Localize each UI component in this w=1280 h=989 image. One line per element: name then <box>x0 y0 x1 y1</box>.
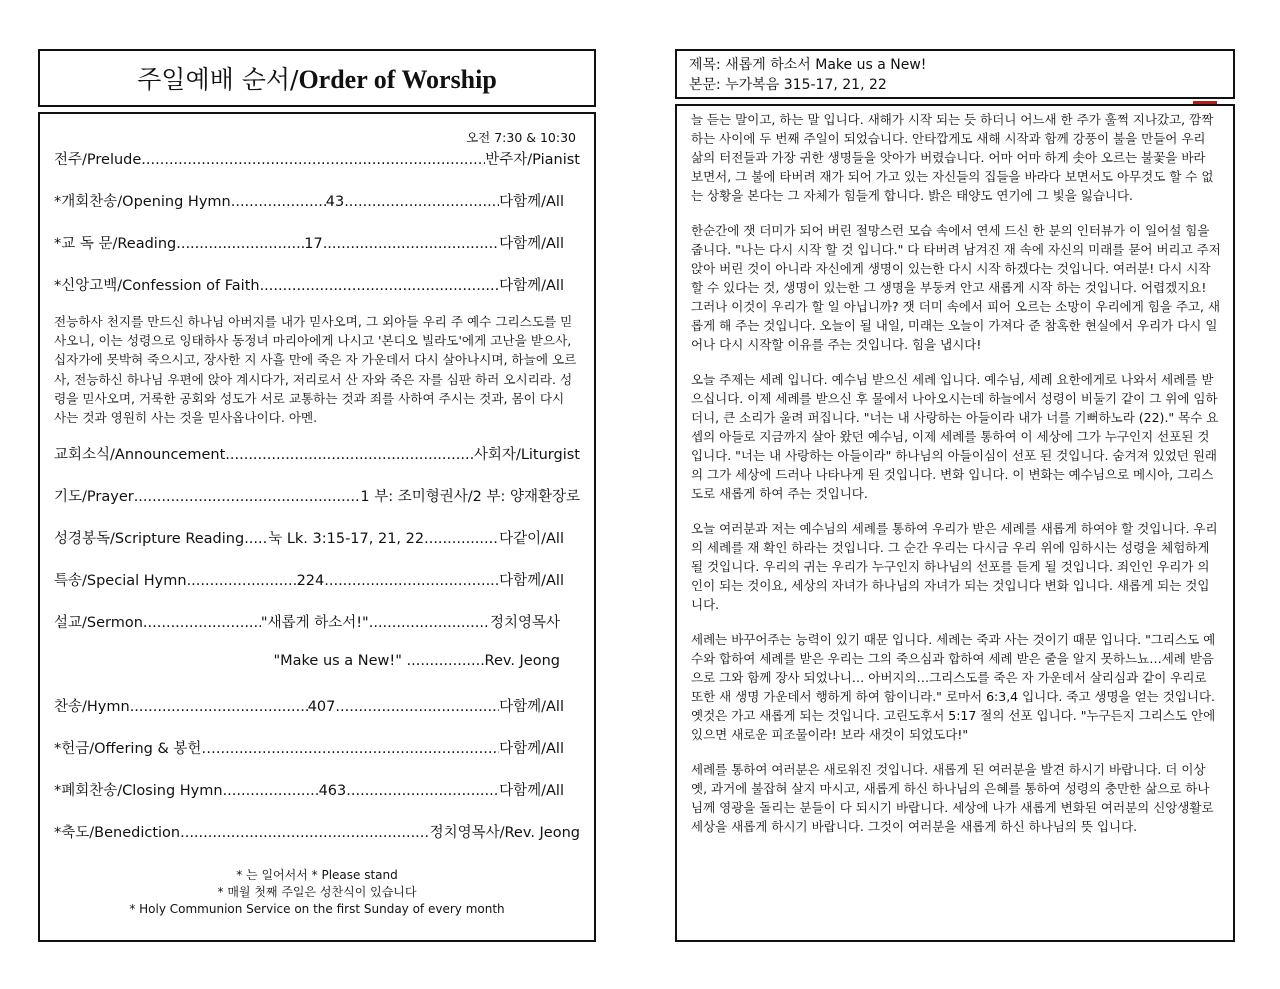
order-item-detail: "새롭게 하소서!" <box>260 615 369 632</box>
order-item-detail: 463 <box>318 783 347 800</box>
title-korean: 주일예배 순서/ <box>137 65 299 94</box>
order-item-benediction <box>54 821 580 842</box>
sermon-passage: 본문: 누가복음 315-17, 21, 22 <box>689 77 887 93</box>
sermon-text <box>691 110 1221 836</box>
leader-dots <box>346 783 499 799</box>
sermon-paragraph: 한순간에 잿 더미가 되어 버린 절망스런 모습 속에서 연세 드신 한 분의 인터뷰가 이 일어설 힘을 줍니다. "나는 다시 시작 할 것 입니다." 다 타버려 남겨진 재 속에 자신의 미래를 묻어 버리고 주저 앉아 버린 것이 아니라 자신에게 생명이 있는한 다시 시작 하겠다는 것입니다. 여러분! 다시 시작 할 수 있다는 것, 생명이 있는한 그 생명을 부둥켜 안고 새롭게 시작 하는 것입니다. 어렵겠지요! 그러나 이것이 우리가 할 일 아닙니까? 잿 더미 속에서 피어 오르는 소망이 우리에게 힘을 주고, 새롭게 해 주는 것입니다. 오늘이 될 내일, 미래는 오늘이 가져다 준 참혹한 현실에서 우리가 다시 일어나 다시 시작할 이유를 주는 것입니다. 힘을 냅시다! <box>691 223 1221 352</box>
leader-dots <box>143 615 261 631</box>
order-item-prelude <box>54 148 580 166</box>
leader-dots <box>180 825 429 841</box>
order-item-label: *축도/Benediction <box>54 825 181 842</box>
leader-dots <box>335 699 499 715</box>
footnote-communion-ko: * 매월 첫째 주일은 성찬식이 있습니다 <box>217 885 417 900</box>
order-item-label: *개회찬송/Opening Hymn <box>54 194 231 210</box>
order-item-label: *헌금/Offering & 봉헌… <box>54 741 216 758</box>
order-item-opening-hymn <box>54 190 580 208</box>
leader-dots <box>176 236 304 252</box>
order-item-closing-hymn <box>54 779 580 800</box>
order-item-announcement <box>54 443 580 464</box>
leader-dots <box>407 653 485 669</box>
leader-dots <box>244 531 268 547</box>
leader-dots <box>424 531 499 547</box>
sermon-title-english-row <box>54 653 580 671</box>
sermon-paragraph: 세례는 바꾸어주는 능력이 있기 때문 입니다. 세례는 죽과 사는 것이기 때문 입니다. "그리스도 예수와 합하여 세례를 받은 우리는 그의 죽으심과 합하여 세례 받은 줄을 알지 못하느뇨…세례 받음으로 그와 함께 장사 되었나니… 아버지의…그리스도를 죽은 자 가운데서 살리심과 같이 우리로 또한 새 생명 가운데서 행하게 하여 함이니라." 로마서 6:3,4 입니다. 죽고 생명을 얻는 것입니다. 옛것은 가고 새롭게 되는 것입니다. 고린도후서 5:17 절의 선포 입니다. "누구든지 그리스도 안에 있으면 새로운 피조물이라! 보라 새것이 되었도다!" <box>691 632 1216 742</box>
order-item-label: *폐회찬송/Closing Hymn <box>54 783 223 800</box>
order-item-label: 성경봉독/Scripture Reading <box>54 531 245 548</box>
order-of-worship-title <box>137 60 497 96</box>
order-item-label: 찬송/Hymn <box>54 699 130 716</box>
leader-dots <box>323 236 499 252</box>
order-item-label: 전주/Prelude <box>54 152 142 168</box>
sermon-body <box>675 104 1235 942</box>
leader-dots <box>260 278 500 294</box>
footnote-stand: * 는 일어서서 * Please stand <box>236 868 398 883</box>
order-item-detail: 17 <box>304 236 323 252</box>
sermon-title-english: "Make us a New!" <box>273 653 402 670</box>
sermon-header-box <box>675 49 1235 99</box>
order-item-leader: 다함께/All <box>499 278 564 294</box>
order-item-leader: 반주자/Pianist <box>485 152 580 168</box>
order-item-leader: 사회자/Liturgist <box>473 447 580 464</box>
sermon-paragraph: 오늘 주제는 세례 입니다. 예수님 받으신 세례 입니다. 예수님, 세례 요한에게로 나와서 세례를 받으십니다. 이제 세례를 받으신 후 물에서 나아오시는데 하늘에서 성령이 비둘기 같이 그 위에 임하더니, 큰 소리가 울려 퍼집니다. "너는 내 사랑하는 아들이라 내가 너를 기뻐하노라 (22)." 목수 요셉의 아들로 지금까지 살아 왔던 예수님, 이제 세례를 통하여 이 세상에 그가 누구인지 선포된 것입니다. "너는 내 사랑하는 아들이라" 하나님의 아들이심이 선포 된 것입니다. 숨겨져 있었던 원래의 그가 세상에 드러나 나타나게 된 것입니다. 변화 입니다. 이 변화는 예수님으로 메시아, 그리스도로 새롭게 하여 주는 것입니다. <box>691 372 1219 501</box>
leader-dots <box>216 741 499 757</box>
sermon-preacher-english: Rev. Jeong <box>484 653 560 670</box>
order-item-leader: 정치영목사 <box>489 615 560 632</box>
footnotes <box>54 867 580 918</box>
order-item-label: 기도/Prayer <box>54 489 134 506</box>
order-of-worship-body <box>38 112 596 942</box>
order-item-sermon <box>54 611 580 632</box>
order-item-leader: 정치영목사/Rev. Jeong <box>429 825 580 842</box>
order-item-leader: 다같이/All <box>499 531 564 548</box>
order-item-detail: 눅 Lk. 3:15-17, 21, 22 <box>268 531 425 548</box>
order-item-leader: 다함께/All <box>499 573 564 590</box>
leader-dots <box>187 573 297 589</box>
order-of-worship-title-box <box>38 49 596 107</box>
order-item-detail: 407 <box>307 699 336 716</box>
order-item-label: *신앙고백/Confession of Faith <box>54 278 260 294</box>
order-item-offering <box>54 737 580 758</box>
leader-dots <box>141 152 485 168</box>
leader-dots <box>369 615 490 631</box>
sermon-paragraph: 늘 듣는 말이고, 하는 말 입니다. 새해가 시작 되는 듯 하더니 어느새 한 주가 훌쩍 지나갔고, 깜짝 하는 사이에 두 번째 주일이 되었습니다. 안타깝게도 새해 시작과 함께 강풍이 불을 만들어 우리 삶의 터전들과 가장 귀한 생명들을 앗아가 버렸습니다. 어마 어마 하게 솟아 오르는 불꽃을 바라 보면서, 그 불에 타버려 재가 되어 가고 있는 자신들의 집들을 바라다 보면서도 아무것도 할 수 없는 상황을 본다는 그 자체가 힘들게 합니다. 밝은 태양도 연기에 그 빛을 잃습니다. <box>691 112 1214 203</box>
leader-dots <box>134 489 361 505</box>
sermon-title: 제목: 새롭게 하소서 Make us a New! <box>689 57 927 73</box>
order-item-leader: 다함께/All <box>499 741 564 758</box>
order-item-hymn <box>54 695 580 716</box>
sermon-paragraph: 세례를 통하여 여러분은 새로워진 것입니다. 새롭게 된 여러분을 발견 하시기 바랍니다. 더 이상 옛, 과거에 불잡혀 살지 마시고, 새롭게 하신 하나님의 은혜를 통하여 성령의 충만한 삶으로 하나님께 영광을 돌리는 분들이 다 되시기 바랍니다. 세상에 나가 새롭게 변화된 여러분의 신앙생활로 세상을 새롭게 하시기 바랍니다. 그것이 여러분을 새롭게 하신 하나님의 뜻 입니다. <box>691 762 1214 834</box>
footnote-communion-en: * Holy Communion Service on the first Sunday of every month <box>129 902 505 917</box>
order-item-label: 교회소식/Announcement <box>54 447 226 464</box>
leader-dots <box>223 783 319 799</box>
order-item-leader: 다함께/All <box>499 236 564 252</box>
service-times: 오전 7:30 & 10:30 <box>466 130 576 145</box>
leader-dots <box>130 699 308 715</box>
sermon-paragraph: 오늘 여러분과 저는 예수님의 세례를 통하여 우리가 받은 세례를 새롭게 하여야 할 것입니다. 우리의 세례를 재 확인 하라는 것입니다. 그 순간 우리는 다시금 우리 위에 임하시는 성령을 체험하게 될 것입니다. 우리의 귀는 우리가 누구인지 하나님의 선포를 듣게 될 것입니다. 죄인인 우리가 의인이 되는 것이요, 세상의 자녀가 하나님의 자녀가 되는 것입니다 변화 입니다. 새롭게 되는 것입니다. <box>691 521 1218 612</box>
order-item-leader: 다함께/All <box>499 194 564 210</box>
order-item-reading <box>54 232 580 250</box>
order-item-confession <box>54 274 580 292</box>
order-item-prayer <box>54 485 580 506</box>
order-item-label: *교 독 문/Reading <box>54 236 177 252</box>
leader-dots <box>225 447 474 463</box>
order-item-detail: 43 <box>325 194 345 210</box>
order-item-leader: 다함께/All <box>499 783 564 800</box>
apostles-creed: 전능하사 천지를 만드신 하나님 아버지를 내가 믿사오며, 그 외아들 우리 주 예수 그리스도를 믿사오니, 이는 성령으로 잉태하사 동정녀 마리아에게 나시고 '본디오 빌라도'에게 고난을 받으사, 십자가에 못박혀 죽으시고, 장사한 지 사흘 만에 죽은 자 가운데서 다시 살아나시며, 하늘에 오르사, 전능하신 하나님 우편에 앉아 계시다가, 저리로서 산 자와 죽은 자를 심판 하러 오시리라. 성령을 믿사오며, 거룩한 공회와 성도가 서로 교통하는 것과 죄를 사하여 주시는 것과, 몸이 다시 사는 것과 영원히 사는 것을 믿사옵나이다. 아멘. <box>54 314 577 426</box>
order-item-detail: 224 <box>296 573 325 590</box>
leader-dots <box>231 194 326 210</box>
order-item-label: 설교/Sermon <box>54 615 143 632</box>
order-item-leader: 다함께/All <box>499 699 564 716</box>
order-item-label: 특송/Special Hymn <box>54 573 187 590</box>
order-item-special-hymn <box>54 569 580 590</box>
title-english: Order of Worship <box>298 65 497 94</box>
leader-dots <box>344 194 499 210</box>
order-item-scripture <box>54 527 580 548</box>
leader-dots <box>324 573 499 589</box>
order-item-leader: 1 부: 조미형권사/2 부: 양재환장로 <box>360 489 580 506</box>
